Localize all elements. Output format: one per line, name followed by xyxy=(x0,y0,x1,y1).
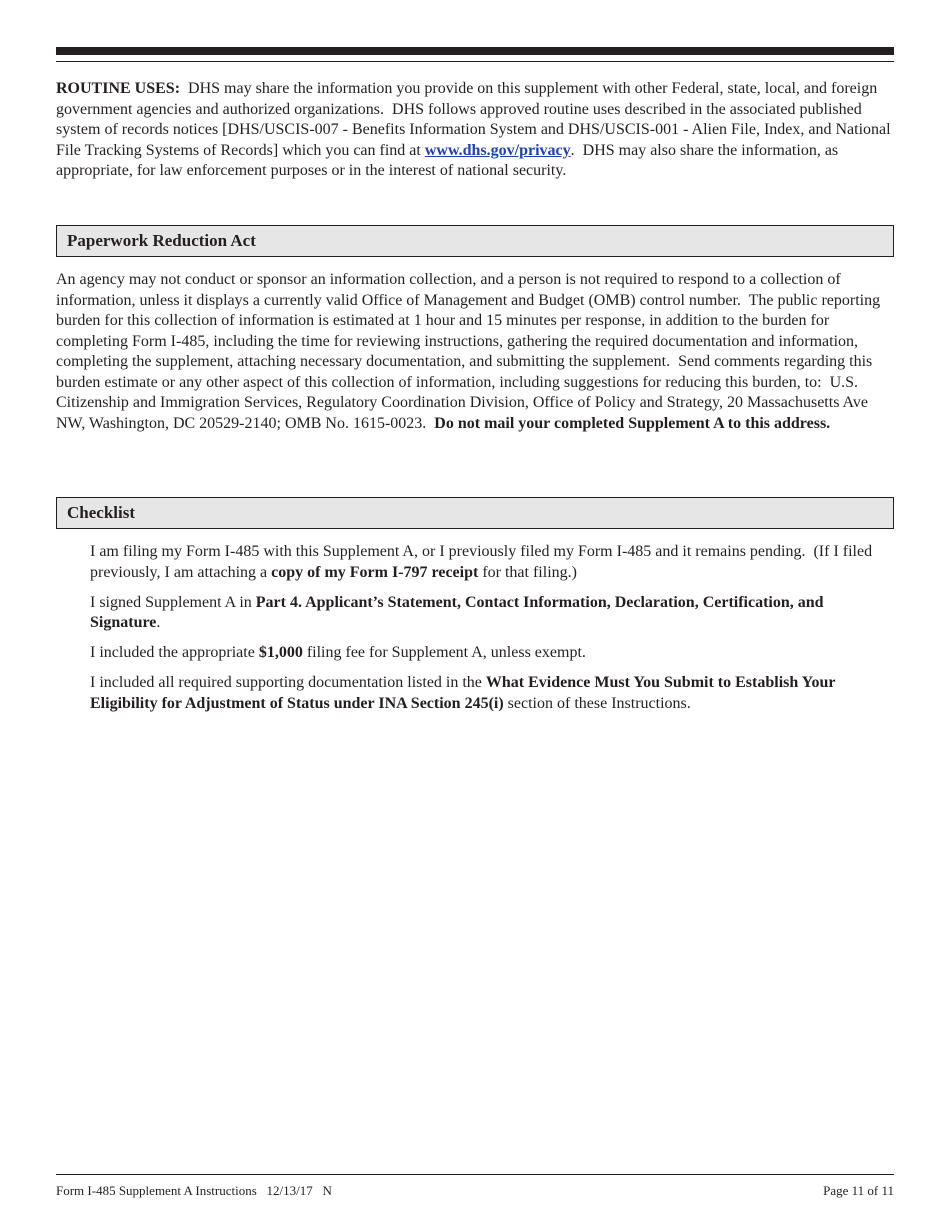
checklist-item xyxy=(90,643,890,664)
checklist-item-text: I included all required supporting documentation listed in the xyxy=(90,674,486,691)
checklist-item-text: I signed Supplement A in xyxy=(90,593,256,611)
paperwork-header xyxy=(56,225,894,257)
paperwork-paragraph xyxy=(56,270,894,434)
paperwork-text: An agency may not conduct or sponsor an information collection, and a person is not required to respond to a collection of information, unless it displays a currently valid Office of Management and Budget (OMB) control number. The public reporting burden for this collection of information is estimated at 1 hour and 15 minutes per response, in addition to the burden for completing Form I-485, including the time for reviewing instructions, gathering the required documentation and information, completing the supplement, attaching necessary documentation, and submitting the supplement. Send comments regarding this burden estimate or any other aspect of this collection of information, including suggestions for reducing this burden, to: U.S. Citizenship and Immigration Services, Regulatory Coordination Division, Office of Policy and Strategy, 20 Massachusetts Ave NW, Washington, DC 20529-2140; OMB No. 1615-0023. xyxy=(56,271,885,432)
paperwork-bold-note: Do not mail your completed Supplement A to this address. xyxy=(434,414,831,432)
top-rule-thin xyxy=(56,61,894,62)
checklist-item-text-end: . xyxy=(156,614,161,631)
checklist-item xyxy=(90,593,890,634)
checklist xyxy=(90,542,890,724)
checklist-item xyxy=(90,673,890,714)
checklist-item-text-end: filing fee for Supplement A, unless exempt. xyxy=(302,644,586,661)
paperwork-heading: Paperwork Reduction Act xyxy=(67,231,256,250)
footer-rule xyxy=(56,1174,894,1175)
privacy-link[interactable]: www.dhs.gov/privacy xyxy=(424,141,571,159)
checklist-item-bold: $1,000 xyxy=(258,644,303,661)
checklist-item xyxy=(90,542,890,583)
routine-uses-paragraph xyxy=(56,79,894,182)
checklist-item-text-end: for that filing.) xyxy=(478,563,577,581)
routine-uses-label: ROUTINE USES: xyxy=(56,80,181,97)
checklist-item-text: I am filing my Form I-485 with this Supplement A, or I previously filed my Form I-485 and it remains pending. (If I filed previously, I am attaching a xyxy=(90,543,877,581)
checklist-item-bold: Part 4. Applicant’s Statement, Contact Information, Declaration, Certification, and Signature xyxy=(90,593,824,631)
routine-uses-text-end: . DHS may also share the information, as appropriate, for law enforcement purposes or in the interest of national security. xyxy=(56,141,843,179)
checklist-heading: Checklist xyxy=(67,503,135,522)
checklist-item-bold: What Evidence Must You Submit to Establish Your Eligibility for Adjustment of Status under INA Section 245(i) xyxy=(90,674,836,712)
checklist-item-text: I included the appropriate xyxy=(90,644,259,661)
checklist-item-bold: copy of my Form I-797 receipt xyxy=(271,563,479,581)
checklist-item-text-end: section of these Instructions. xyxy=(503,694,691,712)
checklist-header xyxy=(56,497,894,529)
footer-form-info: Form I-485 Supplement A Instructions 12/13/17 N xyxy=(56,1183,332,1198)
footer-page-number: Page 11 of 11 xyxy=(823,1183,894,1198)
routine-uses-text: DHS may share the information you provide on this supplement with other Federal, state, local, and foreign government agencies and authorized organizations. DHS follows approved routine uses described in the associated published system of records notices [DHS/USCIS-007 - Benefits Information System and DHS/USCIS-001 - Alien File, Index, and National File Tracking Systems of Records] which you can find at xyxy=(56,80,895,159)
top-rule-thick xyxy=(56,47,894,55)
